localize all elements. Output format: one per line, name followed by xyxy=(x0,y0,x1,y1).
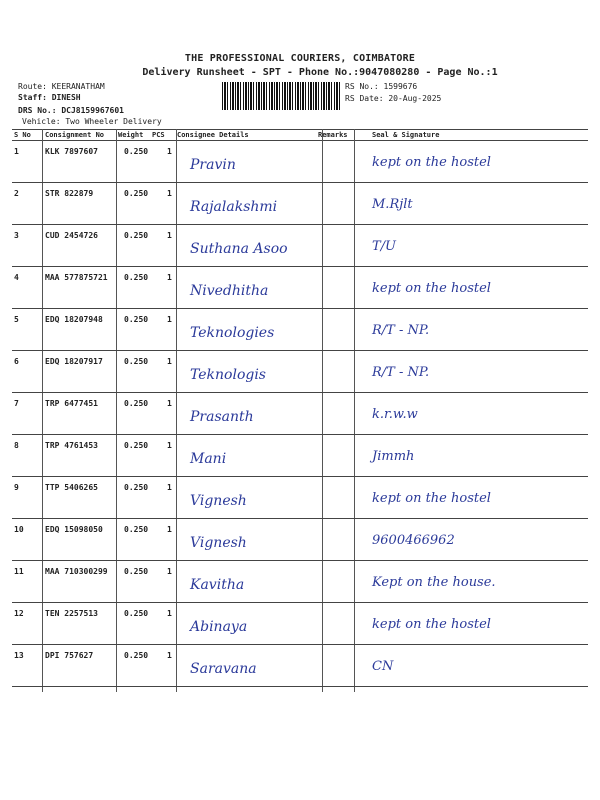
row-signature: T/U xyxy=(372,239,397,254)
row-sno: 8 xyxy=(14,441,19,450)
row-signature: kept on the hostel xyxy=(372,281,491,296)
vehicle-label: Vehicle: Two Wheeler Delivery xyxy=(22,117,162,126)
row-weight: 0.250 xyxy=(124,399,149,408)
row-consignment-no: TRP 4761453 xyxy=(45,441,98,450)
row-consignee-name: Kavitha xyxy=(190,577,245,593)
table-row xyxy=(12,519,588,561)
row-consignee-name: Mani xyxy=(190,451,227,467)
row-pcs: 1 xyxy=(167,189,172,198)
row-signature: M.Rjlt xyxy=(372,197,413,212)
table-row xyxy=(12,225,588,267)
row-pcs: 1 xyxy=(167,651,172,660)
col-header-consignment: Consignment No xyxy=(45,131,105,139)
row-pcs: 1 xyxy=(167,609,172,618)
row-pcs: 1 xyxy=(167,147,172,156)
row-rule xyxy=(12,686,588,687)
table-row xyxy=(12,309,588,351)
row-consignment-no: MAA 577875721 xyxy=(45,273,108,282)
table-row xyxy=(12,477,588,519)
row-consignee-name: Teknologies xyxy=(190,325,275,341)
row-sno: 4 xyxy=(14,273,19,282)
row-pcs: 1 xyxy=(167,483,172,492)
row-consignment-no: TRP 6477451 xyxy=(45,399,98,408)
row-consignment-no: MAA 710300299 xyxy=(45,567,108,576)
row-consignee-name: Rajalakshmi xyxy=(190,199,278,215)
row-pcs: 1 xyxy=(167,525,172,534)
row-weight: 0.250 xyxy=(124,147,149,156)
row-sno: 3 xyxy=(14,231,19,240)
row-consignee-name: Teknologis xyxy=(190,367,266,383)
row-signature: kept on the hostel xyxy=(372,617,491,632)
row-consignment-no: TTP 5406265 xyxy=(45,483,98,492)
row-weight: 0.250 xyxy=(124,273,149,282)
row-consignment-no: EDQ 18207948 xyxy=(45,315,103,324)
row-weight: 0.250 xyxy=(124,357,149,366)
row-consignee-name: Prasanth xyxy=(190,409,254,425)
row-sno: 9 xyxy=(14,483,19,492)
row-signature: Jimmh xyxy=(372,449,415,464)
row-signature: k.r.w.w xyxy=(372,407,418,422)
row-weight: 0.250 xyxy=(124,441,149,450)
row-pcs: 1 xyxy=(167,399,172,408)
row-sno: 5 xyxy=(14,315,19,324)
row-pcs: 1 xyxy=(167,231,172,240)
row-consignment-no: EDQ 18207917 xyxy=(45,357,103,366)
table-row xyxy=(12,435,588,477)
table-row xyxy=(12,141,588,183)
row-consignee-name: Pravin xyxy=(190,157,236,173)
row-weight: 0.250 xyxy=(124,315,149,324)
row-weight: 0.250 xyxy=(124,525,149,534)
col-header-weight: Weight xyxy=(118,131,144,139)
row-signature: kept on the hostel xyxy=(372,491,491,506)
row-consignee-name: Vignesh xyxy=(190,493,247,509)
col-header-seal: Seal & Signature xyxy=(372,131,440,139)
row-sno: 1 xyxy=(14,147,19,156)
row-sno: 2 xyxy=(14,189,19,198)
row-weight: 0.250 xyxy=(124,567,149,576)
row-sno: 7 xyxy=(14,399,19,408)
row-signature: CN xyxy=(372,659,394,674)
col-header-pcs: PCS xyxy=(152,131,165,139)
row-consignee-name: Saravana xyxy=(190,661,257,677)
row-consignment-no: CUD 2454726 xyxy=(45,231,98,240)
row-sno: 10 xyxy=(14,525,24,534)
row-signature: R/T - NP. xyxy=(372,323,430,338)
row-weight: 0.250 xyxy=(124,483,149,492)
row-consignee-name: Suthana Asoo xyxy=(190,241,288,257)
drs-number: DRS No.: DCJ8159967601 xyxy=(18,106,124,115)
row-weight: 0.250 xyxy=(124,231,149,240)
route-label: Route: KEERANATHAM xyxy=(18,82,105,91)
row-consignment-no: STR 822879 xyxy=(45,189,94,198)
row-signature: R/T - NP. xyxy=(372,365,430,380)
row-consignment-no: EDQ 15098050 xyxy=(45,525,103,534)
table-row xyxy=(12,183,588,225)
row-consignee-name: Vignesh xyxy=(190,535,247,551)
row-pcs: 1 xyxy=(167,315,172,324)
table-row xyxy=(12,351,588,393)
table-row xyxy=(12,267,588,309)
barcode-image xyxy=(222,82,340,110)
runsheet-subtitle: Delivery Runsheet - SPT - Phone No.:9047080280 - Page No.:1 xyxy=(142,67,498,78)
row-sno: 11 xyxy=(14,567,24,576)
row-consignment-no: TEN 2257513 xyxy=(45,609,98,618)
col-header-sno: S No xyxy=(14,131,31,139)
row-weight: 0.250 xyxy=(124,651,149,660)
rs-date: RS Date: 20-Aug-2025 xyxy=(345,94,442,103)
staff-label: Staff: DINESH xyxy=(18,93,81,102)
row-weight: 0.250 xyxy=(124,189,149,198)
row-pcs: 1 xyxy=(167,273,172,282)
row-sno: 13 xyxy=(14,651,24,660)
company-title: THE PROFESSIONAL COURIERS, COIMBATORE xyxy=(184,53,416,64)
col-header-consignee: Consignee Details xyxy=(177,131,249,139)
delivery-table xyxy=(12,129,588,692)
row-consignee-name: Nivedhitha xyxy=(190,283,269,299)
row-sno: 6 xyxy=(14,357,19,366)
table-top-rule xyxy=(12,129,588,130)
row-consignee-name: Abinaya xyxy=(190,619,248,635)
col-header-remarks: Remarks xyxy=(318,131,348,139)
row-signature: Kept on the house. xyxy=(372,575,496,590)
row-consignment-no: KLK 7897607 xyxy=(45,147,98,156)
table-row xyxy=(12,561,588,603)
table-row xyxy=(12,393,588,435)
table-row xyxy=(12,645,588,687)
table-row xyxy=(12,603,588,645)
rs-number: RS No.: 1599676 xyxy=(345,82,418,91)
row-pcs: 1 xyxy=(167,441,172,450)
row-pcs: 1 xyxy=(167,357,172,366)
row-consignment-no: DPI 757627 xyxy=(45,651,94,660)
row-weight: 0.250 xyxy=(124,609,149,618)
row-sno: 12 xyxy=(14,609,24,618)
row-pcs: 1 xyxy=(167,567,172,576)
row-signature: 9600466962 xyxy=(372,533,455,548)
row-signature: kept on the hostel xyxy=(372,155,491,170)
